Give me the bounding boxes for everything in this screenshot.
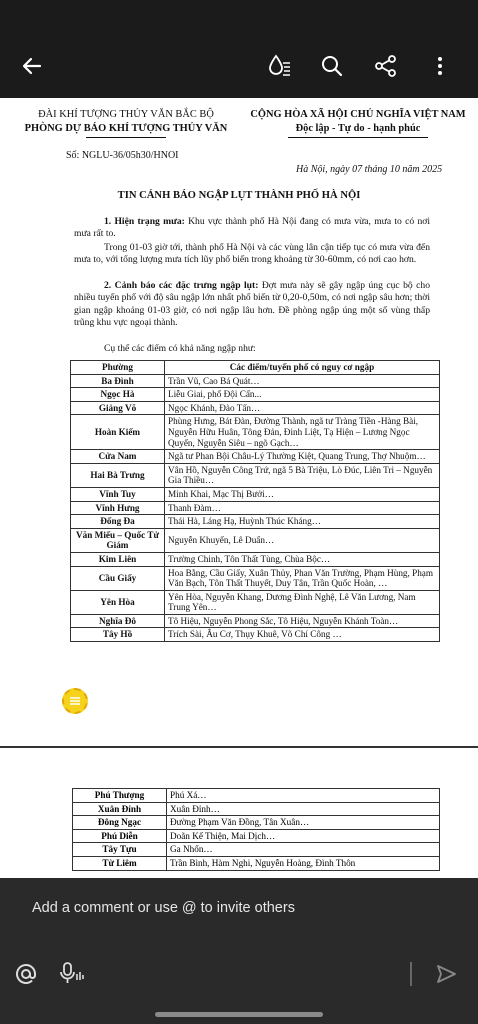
country-name: CỘNG HÒA XÃ HỘI CHỦ NGHĨA VIỆT NAM <box>250 109 466 120</box>
ward-cell: Cửa Nam <box>71 450 165 464</box>
table-row <box>71 566 440 590</box>
points-cell: Hoa Bằng, Cầu Giấy, Xuân Thủy, Phan Văn Trường, Phạm Hùng, Phạm Văn Bạch, Tôn Thất Thuyết, Duy Tân, Trần Quốc Hoàn, … <box>165 566 440 590</box>
national-header <box>246 108 470 138</box>
ward-cell: Ba Đình <box>71 374 165 388</box>
points-cell: Tô Hiệu, Nguyễn Phong Sắc, Tô Hiệu, Nguyễn Khánh Toàn… <box>165 614 440 628</box>
comment-input[interactable]: Add a comment or use @ to invite others <box>32 900 295 916</box>
points-cell: Doãn Kế Thiện, Mai Dịch… <box>167 829 440 843</box>
ward-cell: Vĩnh Hưng <box>71 501 165 515</box>
table-row <box>73 856 440 870</box>
document-page-2[interactable] <box>0 774 478 878</box>
points-cell: Vân Hồ, Nguyễn Công Trứ, ngã 5 Bà Triệu, Lò Đúc, Liên Trì – Nguyễn Gia Thiều… <box>165 463 440 487</box>
search-icon[interactable] <box>314 48 350 84</box>
flood-points-table <box>70 360 440 642</box>
at-icon[interactable] <box>12 960 40 988</box>
ward-cell: Ngọc Hà <box>71 388 165 402</box>
send-icon[interactable] <box>432 960 460 988</box>
document-page-1[interactable] <box>0 98 478 746</box>
paragraph-body: Khu vực thành phố Hà Nội đang có mưa vừa, mưa to có nơi mưa rất to. <box>74 216 430 240</box>
back-arrow-icon[interactable] <box>14 48 50 84</box>
points-cell: Phú Xá… <box>167 789 440 803</box>
table-row <box>73 829 440 843</box>
motto: Độc lập - Tự do - hạnh phúc <box>295 123 421 134</box>
ink-drop-icon[interactable] <box>262 48 298 84</box>
table-row <box>71 463 440 487</box>
points-cell: Đường Phạm Văn Đồng, Tân Xuân… <box>167 816 440 830</box>
table-row <box>71 450 440 464</box>
points-cell: Yên Hòa, Nguyễn Khang, Dương Đình Nghệ, Lê Văn Lương, Nam Trung Yên… <box>165 590 440 614</box>
points-cell: Nguyễn Khuyến, Lê Duẩn… <box>165 528 440 552</box>
flood-points-table-continued <box>72 788 440 871</box>
table-row <box>71 628 440 642</box>
ward-cell: Phú Diễn <box>73 829 167 843</box>
paragraph-forecast: Trong 01-03 giờ tới, thành phố Hà Nội và các vùng lân cận tiếp tục có mưa vừa đến mưa to, với tổng lượng mưa tích lũy phổ biến trong khoảng từ 30-60mm, có nơi cao hơn. <box>74 242 430 266</box>
paragraph-rain-status <box>74 216 430 241</box>
table-row <box>71 388 440 402</box>
ward-cell: Tây Tựu <box>73 843 167 857</box>
table-row <box>71 614 440 628</box>
microphone-icon[interactable] <box>56 958 86 988</box>
agency-header <box>20 108 232 138</box>
table-header-row <box>71 361 440 375</box>
table-row <box>71 487 440 501</box>
ward-cell: Vĩnh Tuy <box>71 487 165 501</box>
paragraph-warning <box>74 280 430 330</box>
page-separator <box>0 746 478 774</box>
table-row <box>71 552 440 566</box>
ward-cell: Yên Hòa <box>71 590 165 614</box>
points-cell: Xuân Đỉnh… <box>167 802 440 816</box>
points-cell: Trường Chinh, Tôn Thất Tùng, Chùa Bộc… <box>165 552 440 566</box>
table-row <box>73 789 440 803</box>
header-underline <box>86 137 166 138</box>
department-name: PHÒNG DỰ BÁO KHÍ TƯỢNG THỦY VĂN <box>24 123 228 134</box>
document-number: Số: NGLU-36/05h30/HNOI <box>66 150 179 161</box>
divider <box>410 962 412 986</box>
table-row <box>71 528 440 552</box>
points-cell: Ngã tư Phan Bội Châu-Lý Thường Kiệt, Quang Trung, Thợ Nhuộm… <box>165 450 440 464</box>
table-row <box>71 590 440 614</box>
table-row <box>73 843 440 857</box>
ward-cell: Văn Miếu – Quốc Tử Giám <box>71 528 165 552</box>
table-row <box>71 515 440 529</box>
points-cell: Phùng Hưng, Bát Đàn, Đường Thành, ngã tư Tràng Tiền -Hàng Bài, Nguyễn Hữu Huân, Tông Đản, Đinh Liệt, Tạ Hiện – Lương Ngọc Quyến, Nguyễn Siêu – ngõ Gạch… <box>165 415 440 450</box>
paragraph-heading: 2. Cảnh báo các đặc trưng ngập lụt: <box>104 280 259 291</box>
document-title: TIN CẢNH BÁO NGẬP LỤT THÀNH PHỐ HÀ NỘI <box>117 190 361 201</box>
points-cell: Minh Khai, Mạc Thị Bưởi… <box>165 487 440 501</box>
status-bar <box>0 0 478 34</box>
points-cell: Trần Bình, Hàm Nghi, Nguyễn Hoàng, Đình Thôn <box>167 856 440 870</box>
table-row <box>71 501 440 515</box>
motto-underline <box>288 137 428 138</box>
paragraph-intro: Cụ thể các điểm có khả năng ngập như: <box>104 343 256 354</box>
ward-cell: Tây Hồ <box>71 628 165 642</box>
paragraph-heading: 1. Hiện trạng mưa: <box>104 216 185 227</box>
points-cell: Thái Hà, Láng Hạ, Huỳnh Thúc Kháng… <box>165 515 440 529</box>
document-date: Hà Nội, ngày 07 tháng 10 năm 2025 <box>296 164 443 175</box>
table-row <box>73 816 440 830</box>
points-cell: Trần Vũ, Cao Bá Quát… <box>165 374 440 388</box>
table-row <box>71 415 440 450</box>
ward-cell: Từ Liêm <box>73 856 167 870</box>
column-header-ward: Phường <box>71 361 165 375</box>
paragraph-body: Đợt mưa này sẽ gây ngập úng cục bộ cho nhiều tuyến phố với độ sâu ngập lớn nhất phổ biến từ 0,20-0,50m, có nơi ngập sâu hơn; thời gian ngập khoảng 01-03 giờ, có nơi ngập lâu hơn. Đề phòng ngập úng một số vùng thấp trũng khu vực ngoại thành. <box>74 280 430 329</box>
points-cell: Liễu Giai, phố Đội Cấn... <box>165 388 440 402</box>
points-cell: Ngọc Khánh, Đào Tấn… <box>165 401 440 415</box>
sticky-note-icon[interactable] <box>62 688 88 714</box>
points-cell: Thanh Đàm… <box>165 501 440 515</box>
share-icon[interactable] <box>368 48 404 84</box>
ward-cell: Kim Liên <box>71 552 165 566</box>
ward-cell: Đống Đa <box>71 515 165 529</box>
table-row <box>73 802 440 816</box>
ward-cell: Phú Thượng <box>73 789 167 803</box>
ward-cell: Hoàn Kiếm <box>71 415 165 450</box>
comment-bar <box>0 878 478 1024</box>
ward-cell: Xuân Đỉnh <box>73 802 167 816</box>
navigation-handle[interactable] <box>155 1012 323 1017</box>
more-vertical-icon[interactable] <box>422 48 458 84</box>
ward-cell: Hai Bà Trưng <box>71 463 165 487</box>
points-cell: Trích Sài, Âu Cơ, Thụy Khuê, Võ Chí Công … <box>165 628 440 642</box>
table-row <box>71 374 440 388</box>
ward-cell: Giảng Võ <box>71 401 165 415</box>
points-cell: Ga Nhổn… <box>167 843 440 857</box>
ward-cell: Nghĩa Đô <box>71 614 165 628</box>
column-header-points: Các điểm/tuyến phố có nguy cơ ngập <box>165 361 440 375</box>
ward-cell: Đông Ngạc <box>73 816 167 830</box>
table-row <box>71 401 440 415</box>
top-toolbar <box>0 34 478 98</box>
agency-name: ĐÀI KHÍ TƯỢNG THỦY VĂN BẮC BỘ <box>38 109 214 120</box>
ward-cell: Cầu Giấy <box>71 566 165 590</box>
